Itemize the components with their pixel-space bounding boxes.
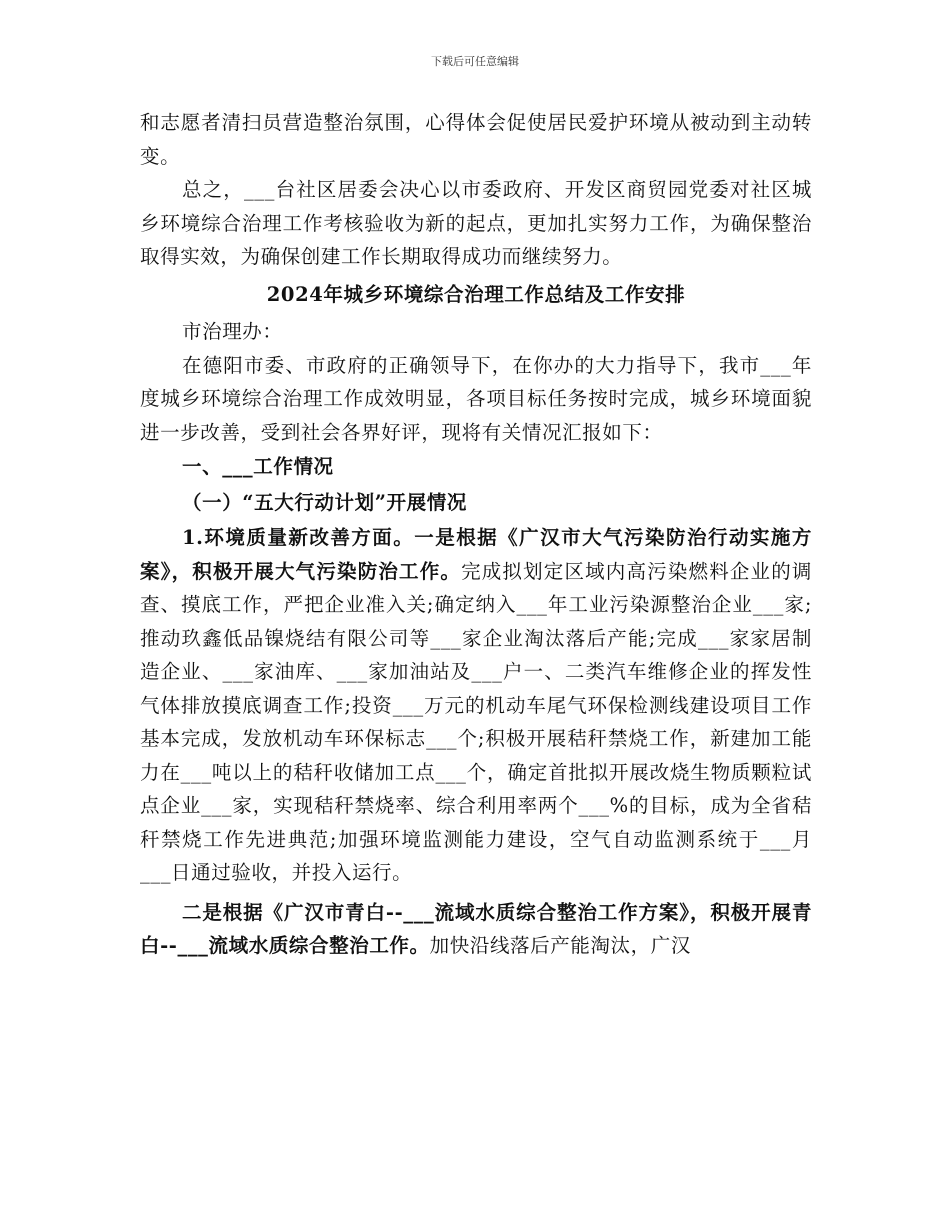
paragraph-water-lead: 二是根据《广汉市青白--___流域水质综合整治工作方案》，积极开展青白--___流域水质综合整治工作。 (140, 900, 812, 957)
paragraph-environment-lead: 1.环境质量新改善方面。一是根据《广汉市大气污染防治行动实施方案》，积极开展大气污染防治工作。 (140, 526, 812, 583)
paragraph-conclusion: 总之，___台社区居委会决心以市委政府、开发区商贸园党委对社区城乡环境综合治理工作考核验收为新的起点，更加扎实努力工作，为确保整治取得实效，为确保创建工作长期取得成功而继续努力。 (140, 178, 812, 268)
paragraph-water-body: 加快沿线落后产能淘汰，广汉 (429, 934, 691, 957)
paragraph-environment-body: 完成拟划定区域内高污染燃料企业的调查、摸底工作，严把企业准入关;确定纳入___年工业污染源整治企业___家;推动玖鑫低品镍烧结有限公司等___家企业淘汰落后产能;完成___家家居制造企业、___家油库、___家加油站及___户一、二类汽车维修企业的挥发性气体排放摸底调查工作;投资___万元的机动车尾气环保检测线建设项目工作基本完成，发放机动车环保标志___个;积极开展秸秆禁烧工作，新建加工能力在___吨以上的秸秆收储加工点___个，确定首批拟开展改烧生物质颗粒试点企业___家，实现秸秆禁烧率、综合利用率两个___%的目标，成为全省秸秆禁烧工作先进典范;加强环境监测能力建设，空气自动监测系统于___月___日通过验收，并投入运行。 (140, 559, 812, 884)
paragraph-water (140, 896, 812, 963)
paragraph-intro: 在德阳市委、市政府的正确领导下，在你办的大力指导下，我市___年度城乡环境综合治理工作成效明显，各项目标任务按时完成，城乡环境面貌进一步改善，受到社会各界好评，现将有关情况汇报如下： (140, 353, 812, 444)
page-header: 下载后可任意编辑 (431, 55, 519, 68)
subsection-heading: （一）“五大行动计划”开展情况 (182, 491, 467, 514)
salutation: 市治理办： (182, 320, 283, 343)
paragraph-continuation: 和志愿者清扫员营造整治氛围，心得体会促使居民爱护环境从被动到主动转变。 (140, 111, 812, 168)
section-heading: 一、___工作情况 (182, 455, 334, 478)
paragraph-environment (140, 521, 812, 890)
document-title: 2024年城乡环境综合治理工作总结及工作安排 (266, 282, 686, 306)
document-body (140, 106, 812, 963)
